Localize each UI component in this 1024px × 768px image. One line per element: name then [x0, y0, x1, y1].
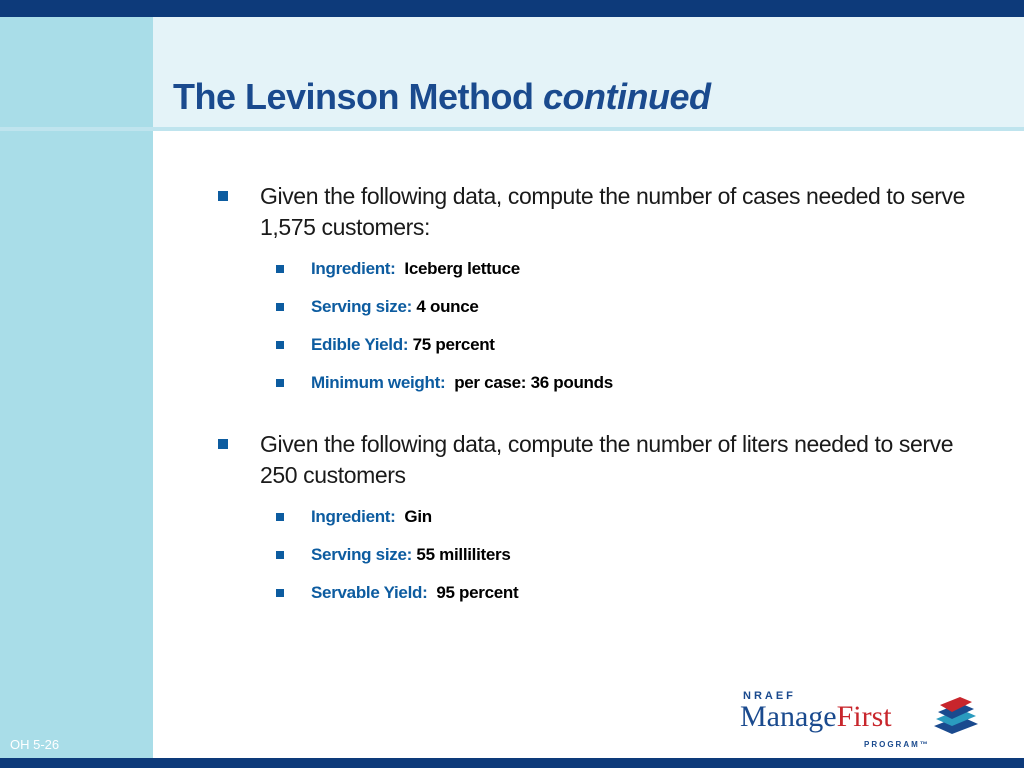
sub-bullet-item — [311, 372, 613, 394]
title-main: The Levinson Method — [173, 76, 534, 117]
bullet-text: Given the following data, compute the number of liters needed to serve 250 customers — [260, 431, 954, 488]
sub-bullet-item — [311, 334, 495, 356]
sub-bullet-item — [311, 544, 511, 566]
stacked-books-icon — [930, 696, 982, 736]
sub-bullet-square-icon — [276, 379, 284, 387]
sub-bullet-square-icon — [276, 303, 284, 311]
top-bar — [0, 0, 1024, 17]
item-value: per case: 36 pounds — [454, 373, 613, 392]
sub-bullet-square-icon — [276, 551, 284, 559]
sub-bullet-item — [311, 296, 479, 318]
item-label: Serving size: — [311, 545, 412, 564]
sub-bullet-item — [311, 258, 520, 280]
item-label: Ingredient: — [311, 259, 396, 278]
sub-bullet-square-icon — [276, 341, 284, 349]
sub-bullet-item — [311, 506, 432, 528]
bullet-square-icon — [218, 191, 228, 201]
item-label: Minimum weight: — [311, 373, 446, 392]
title-rule — [0, 127, 1024, 131]
logo-org: NRAEF — [743, 690, 796, 702]
slide-number: OH 5-26 — [10, 737, 60, 752]
item-label: Edible Yield: — [311, 335, 409, 354]
item-label: Serving size: — [311, 297, 412, 316]
title-emphasis: continued — [543, 76, 711, 117]
slide-title — [173, 76, 711, 118]
item-label: Ingredient: — [311, 507, 396, 526]
logo-brand-part2: First — [836, 700, 892, 733]
sub-bullet-square-icon — [276, 589, 284, 597]
sub-bullet-square-icon — [276, 265, 284, 273]
item-value: 75 percent — [412, 335, 495, 354]
bottom-bar — [0, 758, 1024, 768]
logo-program: PROGRAM™ — [864, 740, 930, 749]
managefirst-logo — [740, 690, 985, 752]
sub-bullet-item — [311, 582, 518, 604]
logo-brand — [740, 700, 892, 734]
item-value: 4 ounce — [416, 297, 479, 316]
bullet-square-icon — [218, 439, 228, 449]
item-value: Gin — [404, 507, 432, 526]
logo-brand-part1: Manage — [740, 700, 837, 733]
sub-bullet-square-icon — [276, 513, 284, 521]
item-value: 55 milliliters — [416, 545, 511, 564]
bullet-text: Given the following data, compute the number of cases needed to serve 1,575 customers: — [260, 183, 966, 240]
item-label: Servable Yield: — [311, 583, 428, 602]
item-value: Iceberg lettuce — [404, 259, 520, 278]
item-value: 95 percent — [436, 583, 519, 602]
